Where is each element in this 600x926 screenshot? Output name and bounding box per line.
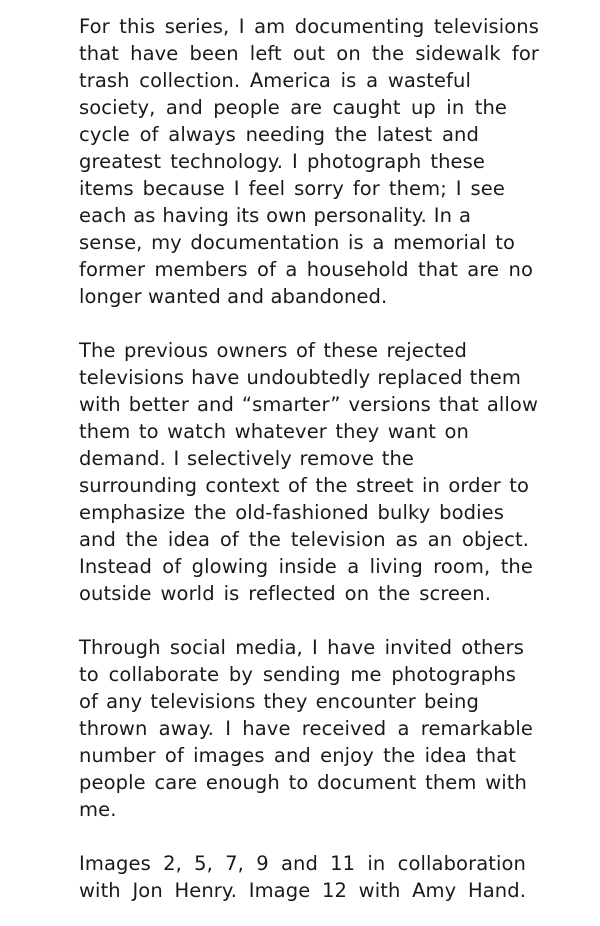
text-line: surrounding context of the street in order to <box>79 474 529 497</box>
text-line: to collaborate by sending me photographs <box>79 663 516 686</box>
credits-paragraph <box>79 850 539 904</box>
text-line: televisions have undoubtedly replaced them <box>79 366 521 389</box>
paragraph-spacer <box>79 607 539 634</box>
text-line: Instead of glowing inside a living room, the <box>79 555 533 578</box>
text-line: Images 2, 5, 7, 9 and 11 in collaboration <box>79 852 526 875</box>
text-line: with better and “smarter” versions that allow <box>79 393 538 416</box>
text-line: society, and people are caught up in the <box>79 96 507 119</box>
paragraph <box>79 634 539 823</box>
artist-statement <box>79 13 539 904</box>
text-line: For this series, I am documenting televisions <box>79 15 539 38</box>
text-line: demand. I selectively remove the <box>79 447 414 470</box>
text-line: sense, my documentation is a memorial to <box>79 231 515 254</box>
text-line: that have been left out on the sidewalk for <box>79 42 539 65</box>
text-line: number of images and enjoy the idea that <box>79 744 516 767</box>
text-line: trash collection. America is a wasteful <box>79 69 471 92</box>
text-line: greatest technology. I photograph these <box>79 150 485 173</box>
text-line: and the idea of the television as an object. <box>79 528 529 551</box>
text-line: former members of a household that are no <box>79 258 533 281</box>
text-line: of any televisions they encounter being <box>79 690 479 713</box>
text-line: emphasize the old-fashioned bulky bodies <box>79 501 504 524</box>
text-line: items because I feel sorry for them; I see <box>79 177 505 200</box>
text-line: with Jon Henry. Image 12 with Amy Hand. <box>79 879 526 902</box>
text-line: each as having its own personality. In a <box>79 204 471 227</box>
text-line: thrown away. I have received a remarkable <box>79 717 533 740</box>
paragraph <box>79 13 539 310</box>
paragraph <box>79 337 539 607</box>
text-line: outside world is reflected on the screen. <box>79 582 491 605</box>
text-line: Through social media, I have invited others <box>79 636 524 659</box>
text-line: me. <box>79 798 117 821</box>
paragraph-spacer <box>79 310 539 337</box>
text-line: cycle of always needing the latest and <box>79 123 479 146</box>
text-line: people care enough to document them with <box>79 771 527 794</box>
paragraph-spacer <box>79 823 539 850</box>
text-line: The previous owners of these rejected <box>79 339 467 362</box>
text-line: them to watch whatever they want on <box>79 420 469 443</box>
text-line: longer wanted and abandoned. <box>79 285 388 308</box>
